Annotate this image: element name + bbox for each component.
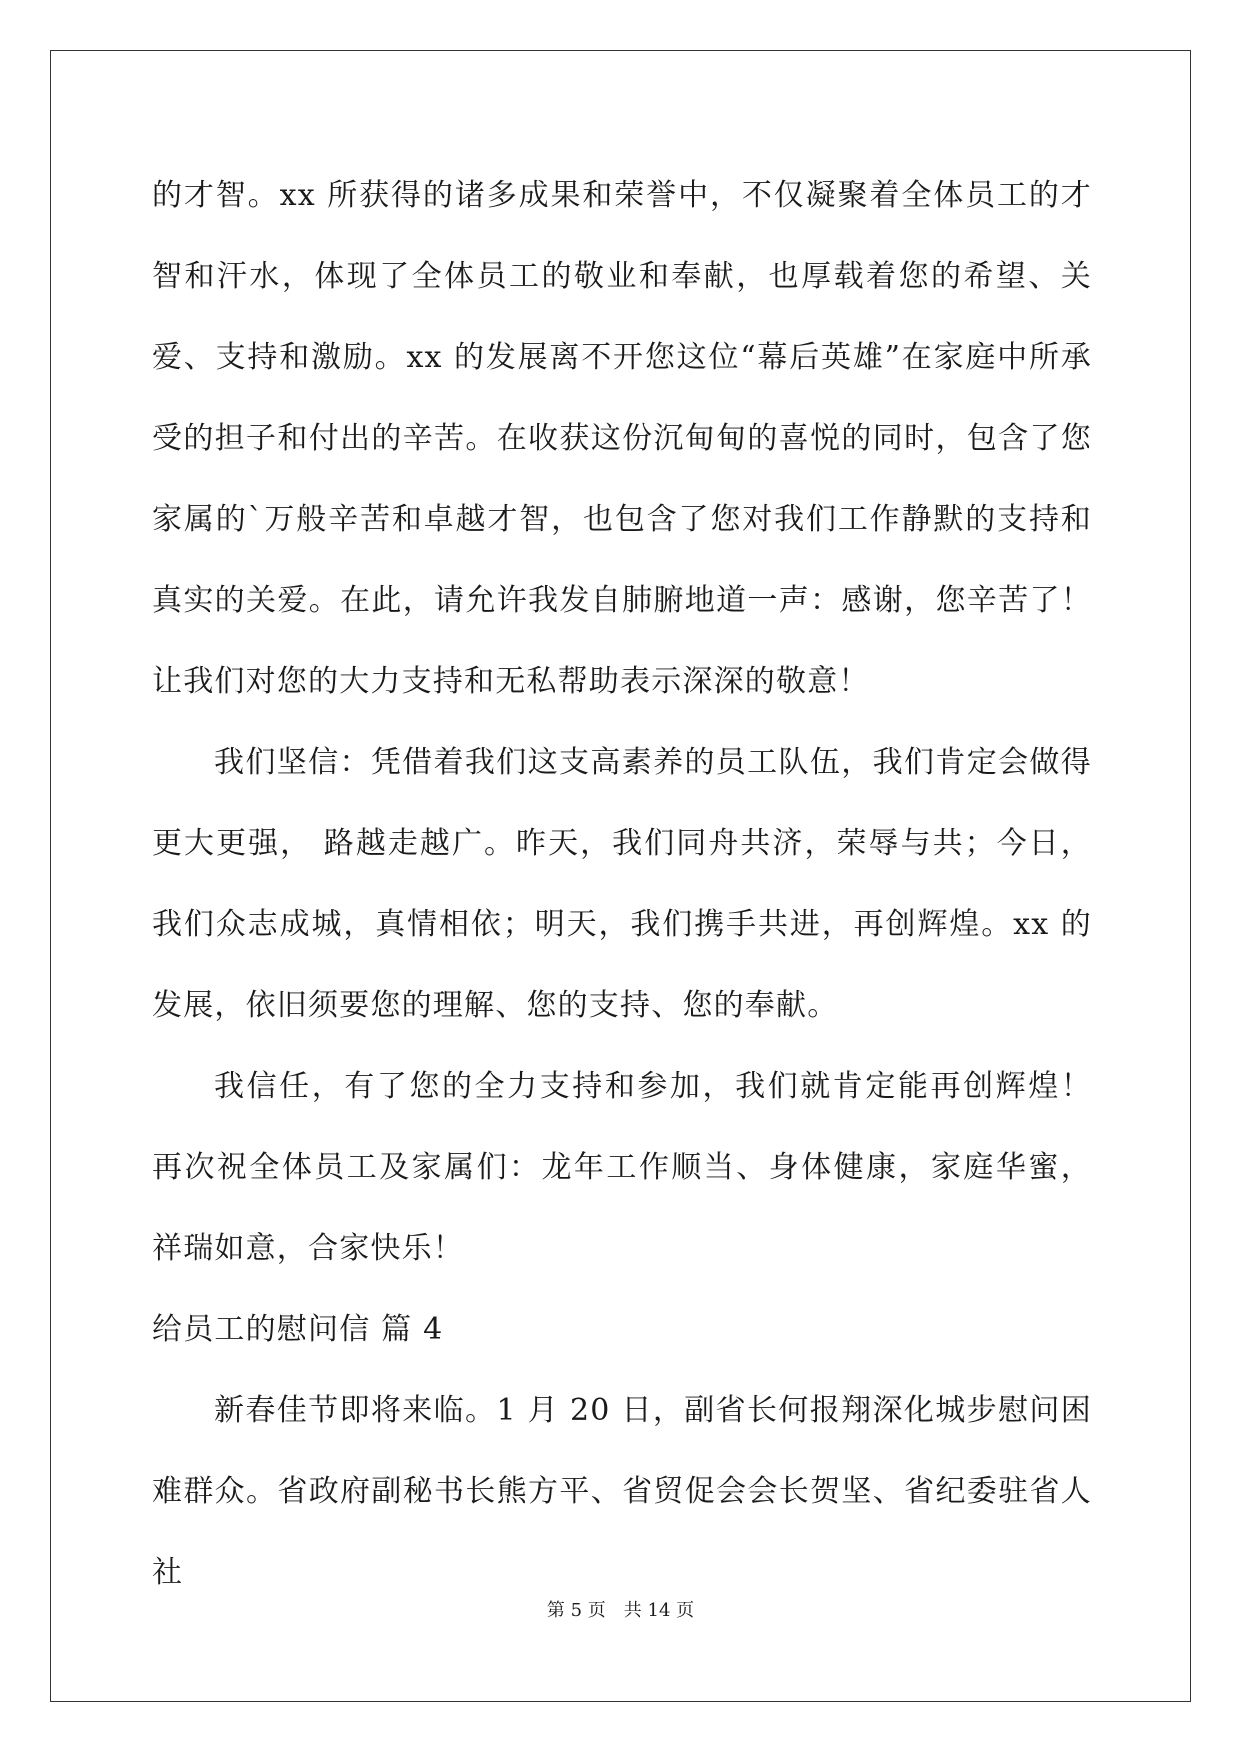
paragraph-3: 我信任，有了您的全力支持和参加，我们就肯定能再创辉煌！ 再次祝全体员工及家属们：龙年工作顺当、身体健康，家庭华蜜， 祥瑞如意，合家快乐！ [152, 1069, 1092, 1266]
section-paragraph: 新春佳节即将来临。1 月 20 日，副省长何报翔深化城步慰问困难群众。省政府副秘书长熊方平、省贸促会会长贺坚、省纪委驻省人社 [152, 1393, 1092, 1590]
paragraph-2: 我们坚信：凭借着我们这支高素养的员工队伍，我们肯定会做得更大更强， 路越走越广。昨天，我们同舟共济，荣辱与共；今日，我们众志成城，真情相依；明天，我们携手共进，再创辉煌。xx 的发展，依旧须要您的理解、您的支持、您的奉献。 [152, 745, 1092, 1023]
section-heading: 给员工的慰问信 篇 4 [152, 1312, 444, 1347]
paragraph-1: 的才智。xx 所获得的诸多成果和荣誉中，不仅凝聚着全体员工的才智和汗水，体现了全体员工的敬业和奉献，也厚载着您的希望、关爱、支持和激励。xx 的发展离不开您这位“幕后英雄”在家庭中所承受的担子和付出的辛苦。在收获这份沉甸甸的喜悦的同时，包含了您家属的`万般辛苦和卓越才智，也包含了您对我们工作静默的支持和真实的关爱。在此，请允许我发自肺腑地道一声：感谢，您辛苦了！让我们对您的大力支持和无私帮助表示深深的敬意！ [152, 178, 1092, 699]
document-body [152, 155, 1092, 1613]
page-number-footer: 第 5 页 共 14 页 [546, 1600, 695, 1621]
